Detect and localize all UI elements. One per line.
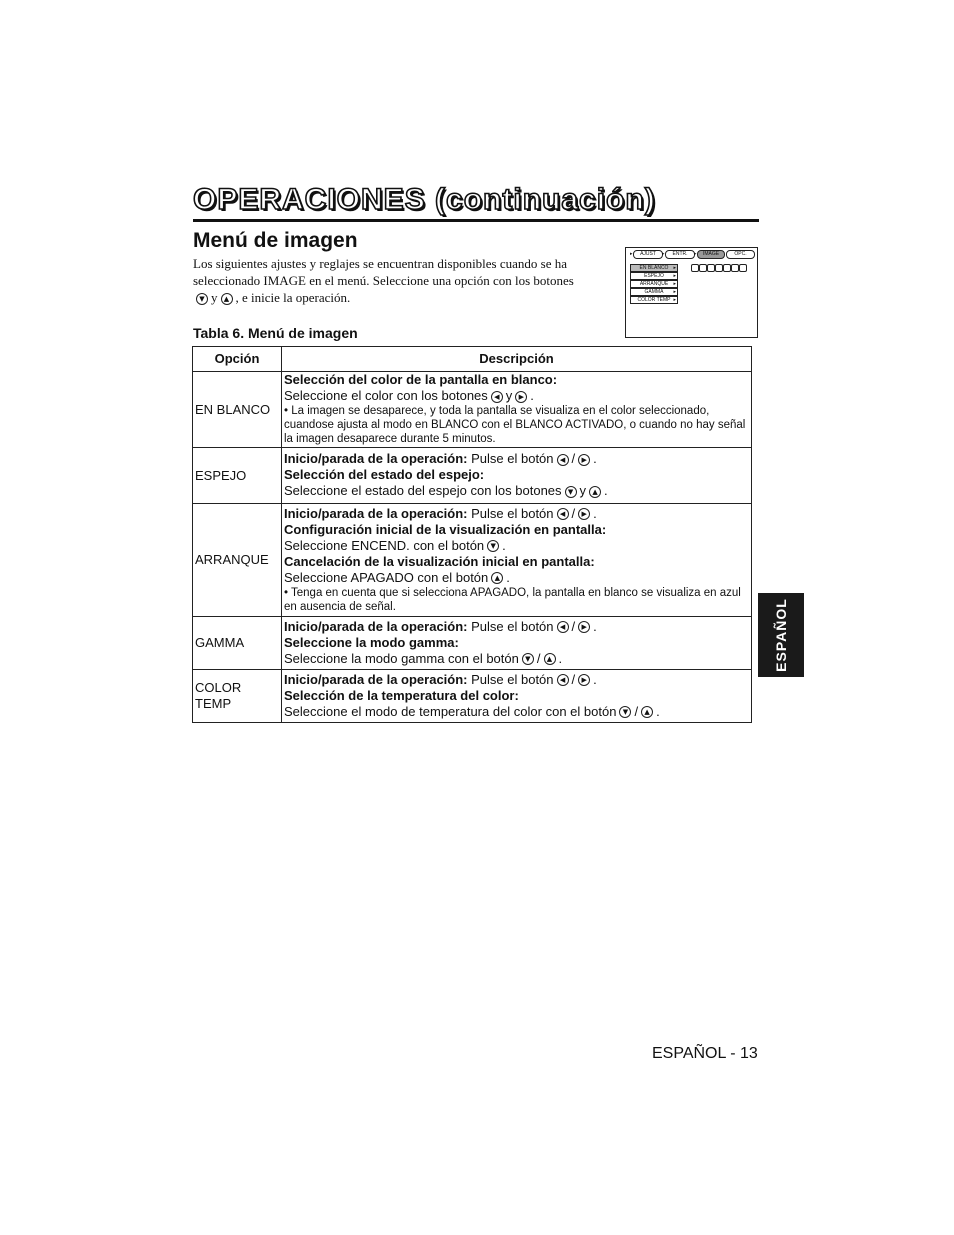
description-heading: Selección de la temperatura del color:: [284, 687, 519, 703]
down-button-icon: ▼: [487, 540, 499, 552]
osd-item-gamma: GAMMA ▸: [630, 288, 678, 296]
osd-arrow-icon: ▸: [673, 289, 676, 295]
table-row: [193, 372, 752, 448]
description-note: • La imagen se desaparece, y toda la pantalla se visualiza en el color seleccionado, cuandose ajusta al modo en BLANCO con el BLANCO ACTIVADO, o cuando no hay señal la imagen desaparece durante 5 minutos.: [284, 405, 746, 445]
table-caption: Tabla 6. Menú de imagen: [193, 325, 358, 341]
up-button-icon: ▲: [221, 293, 233, 305]
osd-color-swatch: [731, 264, 739, 272]
down-button-icon: ▼: [565, 486, 577, 498]
option-cell: COLOR TEMP: [193, 670, 282, 723]
osd-arrow-icon: ▸: [673, 273, 676, 279]
description-cell: [282, 617, 752, 670]
column-header-option: Opción: [193, 347, 282, 372]
osd-item-arranque: ARRANQUE ▸: [630, 280, 678, 288]
osd-item-espejo: ESPEJO ▸: [630, 272, 678, 280]
table-row: [193, 617, 752, 670]
description-line: Seleccione APAGADO con el botón ▲ .: [284, 569, 510, 585]
right-button-icon: ▶: [578, 621, 590, 633]
left-button-icon: ◀: [557, 621, 569, 633]
description-heading: Cancelación de la visualización inicial en pantalla:: [284, 553, 595, 569]
chapter-title: OPERACIONES (continuación): [193, 183, 656, 216]
intro-line-end: , e inicie la operación.: [235, 290, 351, 305]
osd-color-swatch: [707, 264, 715, 272]
image-menu-table: [192, 346, 752, 723]
osd-tab-entr: ENTR.: [665, 250, 695, 259]
osd-arrow-icon: ▸: [673, 265, 676, 271]
osd-arrow-icon: ▸: [662, 251, 665, 257]
osd-arrow-icon: ▸: [630, 251, 633, 257]
description-note: • Tenga en cuenta que si selecciona APAGADO, la pantalla en blanco se visualiza en azul en ausencia de señal.: [284, 586, 741, 613]
up-button-icon: ▲: [589, 486, 601, 498]
right-button-icon: ▶: [578, 674, 590, 686]
language-side-tab: [758, 593, 804, 677]
intro-line: [193, 289, 613, 306]
description-cell: [282, 372, 752, 448]
osd-item-en-blanco: EN BLANCO ▸: [630, 264, 678, 272]
description-cell: [282, 670, 752, 723]
up-button-icon: ▲: [491, 572, 503, 584]
down-button-icon: ▼: [522, 653, 534, 665]
table-row: [193, 448, 752, 504]
page-number: ESPAÑOL - 13: [652, 1045, 758, 1062]
osd-tab-ajust: AJUST: [633, 250, 663, 259]
table-row: [193, 670, 752, 723]
intro-and: y: [211, 290, 218, 305]
down-button-icon: ▼: [196, 293, 208, 305]
column-header-description: Descripción: [282, 347, 752, 372]
osd-color-swatch: [739, 264, 747, 272]
description-heading: Configuración inicial de la visualización en pantalla:: [284, 521, 607, 537]
intro-paragraph: [193, 255, 613, 306]
description-heading: Seleccione la modo gamma:: [284, 634, 459, 650]
osd-color-swatch: [715, 264, 723, 272]
title-rule: [193, 219, 759, 222]
description-heading: Selección del color de la pantalla en blanco:: [284, 372, 558, 387]
left-button-icon: ◀: [491, 391, 503, 403]
description-line: Inicio/parada de la operación: Pulse el botón ◀ / ▶ .: [284, 505, 597, 521]
up-button-icon: ▲: [641, 706, 653, 718]
osd-arrow-icon: ▸: [694, 251, 697, 257]
osd-color-swatch: [699, 264, 707, 272]
left-button-icon: ◀: [557, 454, 569, 466]
description-line: Inicio/parada de la operación: Pulse el botón ◀ / ▶ .: [284, 618, 597, 634]
table-row: [193, 504, 752, 617]
up-button-icon: ▲: [544, 653, 556, 665]
option-cell: ARRANQUE: [193, 504, 282, 617]
left-button-icon: ◀: [557, 508, 569, 520]
osd-color-swatch: [723, 264, 731, 272]
option-cell: EN BLANCO: [193, 372, 282, 448]
description-line: Seleccione ENCEND. con el botón ▼ .: [284, 537, 506, 553]
description-line: Inicio/parada de la operación: Pulse el botón ◀ / ▶ .: [284, 671, 597, 687]
osd-color-swatch: [691, 264, 699, 272]
language-side-tab-label: ESPAÑOL: [773, 598, 789, 672]
osd-menu-illustration: [625, 247, 758, 338]
down-button-icon: ▼: [619, 706, 631, 718]
osd-item-color-temp: COLOR TEMP ▸: [630, 296, 678, 304]
left-button-icon: ◀: [557, 674, 569, 686]
option-cell: ESPEJO: [193, 448, 282, 504]
right-button-icon: ▶: [578, 454, 590, 466]
description-heading: Selección del estado del espejo:: [284, 467, 485, 482]
right-button-icon: ▶: [578, 508, 590, 520]
description-cell: [282, 448, 752, 504]
description-line: Inicio/parada de la operación: Pulse el botón ◀ / ▶ .: [284, 451, 597, 466]
description-line: Seleccione el estado del espejo con los botones ▼ y ▲ .: [284, 483, 608, 498]
description-cell: [282, 504, 752, 617]
description-line: Seleccione el modo de temperatura del color con el botón ▼ / ▲ .: [284, 703, 660, 719]
right-button-icon: ▶: [515, 391, 527, 403]
option-cell: GAMMA: [193, 617, 282, 670]
intro-line: Los siguientes ajustes y reglajes se encuentran disponibles cuando se ha: [193, 256, 568, 271]
section-title: Menú de imagen: [193, 229, 358, 252]
description-line: Seleccione la modo gamma con el botón ▼ / ▲ .: [284, 650, 563, 666]
intro-line: seleccionado IMAGE en el menú. Seleccione una opción con los botones: [193, 273, 574, 288]
osd-tab-opc: OPC.: [726, 250, 755, 259]
description-line: Seleccione el color con los botones ◀ y ▶ .: [284, 388, 534, 403]
osd-tab-image: IMAGE: [697, 250, 725, 259]
osd-arrow-icon: ▸: [673, 297, 676, 303]
table-header-row: [193, 347, 752, 372]
osd-tab-bar: [630, 250, 754, 258]
osd-arrow-icon: ▸: [673, 281, 676, 287]
